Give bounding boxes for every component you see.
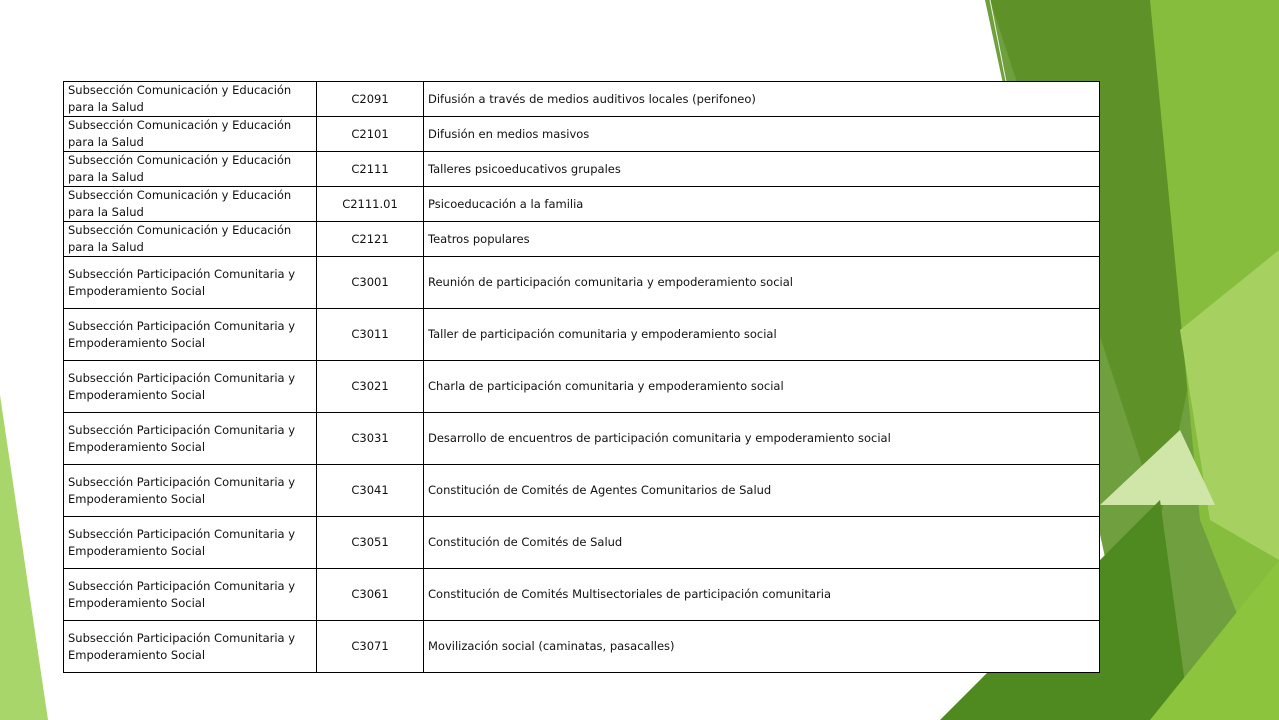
code-cell: C2121 — [317, 222, 424, 257]
description-cell: Difusión en medios masivos — [424, 117, 1100, 152]
table-row — [64, 222, 1100, 257]
section-cell: Subsección Comunicación y Educación para la Salud — [64, 222, 317, 257]
table-body — [64, 82, 1100, 673]
section-cell: Subsección Participación Comunitaria y Empoderamiento Social — [64, 257, 317, 309]
table-row — [64, 361, 1100, 413]
description-cell: Reunión de participación comunitaria y empoderamiento social — [424, 257, 1100, 309]
section-cell: Subsección Participación Comunitaria y Empoderamiento Social — [64, 413, 317, 465]
section-cell: Subsección Participación Comunitaria y Empoderamiento Social — [64, 361, 317, 413]
section-cell: Subsección Comunicación y Educación para la Salud — [64, 152, 317, 187]
description-cell: Taller de participación comunitaria y empoderamiento social — [424, 309, 1100, 361]
code-cell: C3011 — [317, 309, 424, 361]
table-row — [64, 413, 1100, 465]
description-cell: Teatros populares — [424, 222, 1100, 257]
section-cell: Subsección Participación Comunitaria y Empoderamiento Social — [64, 621, 317, 673]
section-cell: Subsección Participación Comunitaria y Empoderamiento Social — [64, 309, 317, 361]
activities-table — [63, 81, 1100, 673]
table-row — [64, 309, 1100, 361]
code-cell: C3071 — [317, 621, 424, 673]
table-row — [64, 465, 1100, 517]
code-cell: C3001 — [317, 257, 424, 309]
section-cell: Subsección Participación Comunitaria y Empoderamiento Social — [64, 517, 317, 569]
description-cell: Constitución de Comités de Agentes Comunitarios de Salud — [424, 465, 1100, 517]
description-cell: Constitución de Comités Multisectoriales de participación comunitaria — [424, 569, 1100, 621]
description-cell: Desarrollo de encuentros de participación comunitaria y empoderamiento social — [424, 413, 1100, 465]
section-cell: Subsección Participación Comunitaria y Empoderamiento Social — [64, 465, 317, 517]
section-cell: Subsección Comunicación y Educación para la Salud — [64, 187, 317, 222]
description-cell: Talleres psicoeducativos grupales — [424, 152, 1100, 187]
description-cell: Constitución de Comités de Salud — [424, 517, 1100, 569]
table-row — [64, 621, 1100, 673]
table-row — [64, 152, 1100, 187]
code-cell: C3031 — [317, 413, 424, 465]
table-row — [64, 569, 1100, 621]
code-cell: C3021 — [317, 361, 424, 413]
description-cell: Psicoeducación a la familia — [424, 187, 1100, 222]
table-row — [64, 187, 1100, 222]
description-cell: Charla de participación comunitaria y empoderamiento social — [424, 361, 1100, 413]
section-cell: Subsección Comunicación y Educación para la Salud — [64, 117, 317, 152]
description-cell: Difusión a través de medios auditivos locales (perifoneo) — [424, 82, 1100, 117]
code-cell: C2091 — [317, 82, 424, 117]
table-row — [64, 257, 1100, 309]
code-cell: C3061 — [317, 569, 424, 621]
description-cell: Movilización social (caminatas, pasacalles) — [424, 621, 1100, 673]
code-cell: C2101 — [317, 117, 424, 152]
section-cell: Subsección Participación Comunitaria y Empoderamiento Social — [64, 569, 317, 621]
left-green-wedge — [0, 395, 48, 720]
code-cell: C2111 — [317, 152, 424, 187]
section-cell: Subsección Comunicación y Educación para la Salud — [64, 82, 317, 117]
code-cell: C3041 — [317, 465, 424, 517]
code-cell: C3051 — [317, 517, 424, 569]
table-row — [64, 82, 1100, 117]
code-cell: C2111.01 — [317, 187, 424, 222]
table-row — [64, 517, 1100, 569]
table-row — [64, 117, 1100, 152]
